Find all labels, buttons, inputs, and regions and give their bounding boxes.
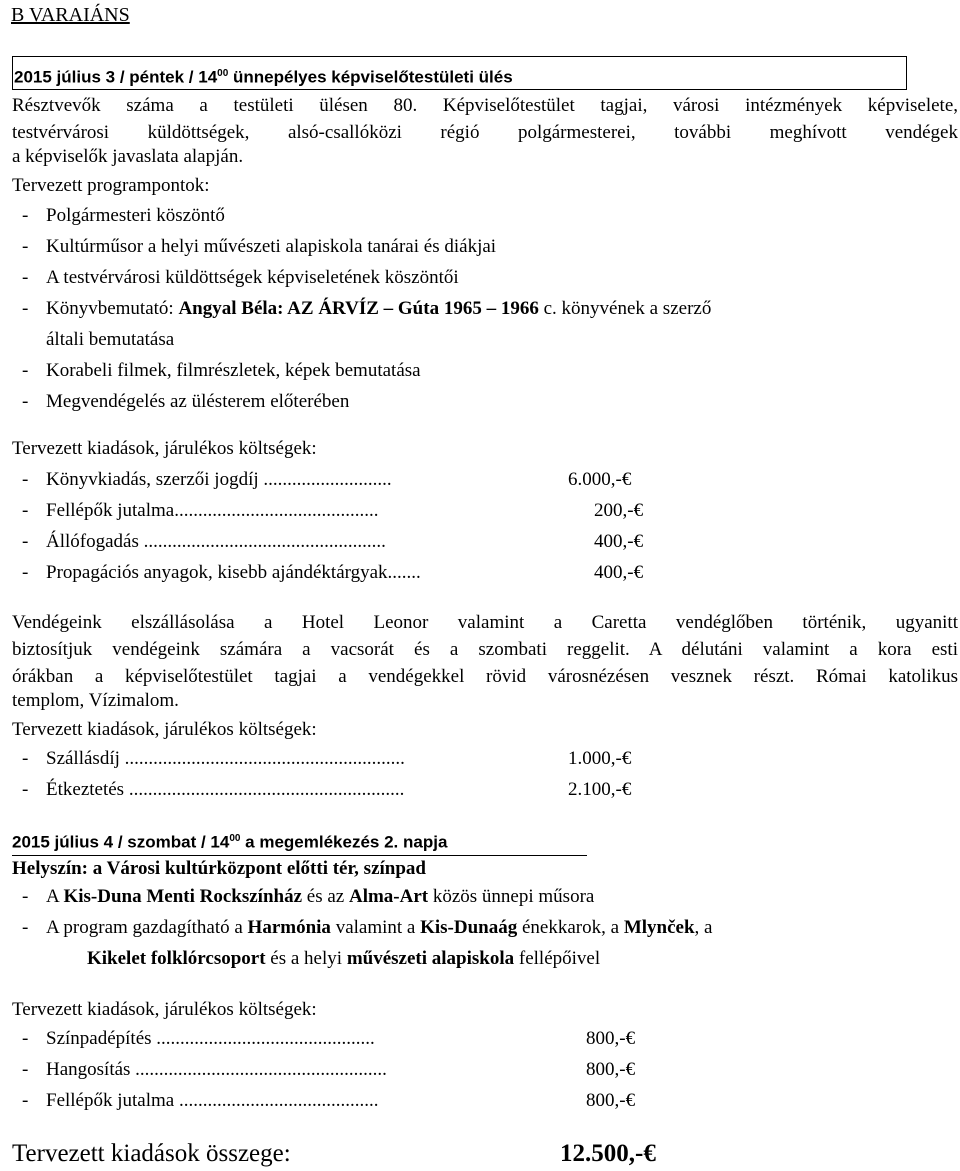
participants-line-1: Résztvevők száma a testületi ülésen 80. Képviselőtestület tagjai, városi intézmények képviselete, <box>12 95 958 116</box>
lodging-line-2: biztosítjuk vendégeink számára a vacsorát és a szombati reggelit. A délutáni valamint a kora esti <box>12 639 958 660</box>
participants-line-3: a képviselők javaslata alapján. <box>12 146 244 167</box>
program-heading: Tervezett programpontok: <box>12 175 210 196</box>
participants-line-2: testvérvárosi küldöttségek, alsó-csallóközi régió polgármesterei, további meghívott vendégek <box>12 122 958 143</box>
costs-heading: Tervezett kiadások, járulékos költségek: <box>12 719 317 740</box>
total-amount: 12.500,-€ <box>560 1140 656 1167</box>
day2-header: 2015 július 4 / szombat / $14^{00}$ a megemlékezés 2. napja <box>12 828 587 856</box>
document-title: B VARAIÁNS <box>11 4 130 26</box>
lodging-line-3: órákban a képviselőtestület tagjai a vendégekkel rövid városnézésen vesznek részt. Római katolikus <box>12 666 958 687</box>
list-item-continuation: általi bemutatása <box>46 329 175 350</box>
lodging-line-1: Vendégeink elszállásolása a Hotel Leonor valamint a Caretta vendéglőben történik, ugyanitt <box>12 612 958 633</box>
day1-header: 2015 július 3 / péntek / $14^{00}$ ünnepélyes képviselőtestületi ülés <box>14 67 513 87</box>
costs-heading: Tervezett kiadások, járulékos költségek: <box>12 999 317 1020</box>
costs-heading: Tervezett kiadások, járulékos költségek: <box>12 438 317 459</box>
total-label: Tervezett kiadások összege: <box>12 1140 291 1167</box>
lodging-line-4: templom, Vízimalom. <box>12 690 179 711</box>
list-item-continuation: Kikelet folklórcsoport és a helyi művészeti alapiskola fellépőivel <box>87 948 601 969</box>
venue: Helyszín: a Városi kultúrközpont előtti tér, színpad <box>12 858 426 879</box>
